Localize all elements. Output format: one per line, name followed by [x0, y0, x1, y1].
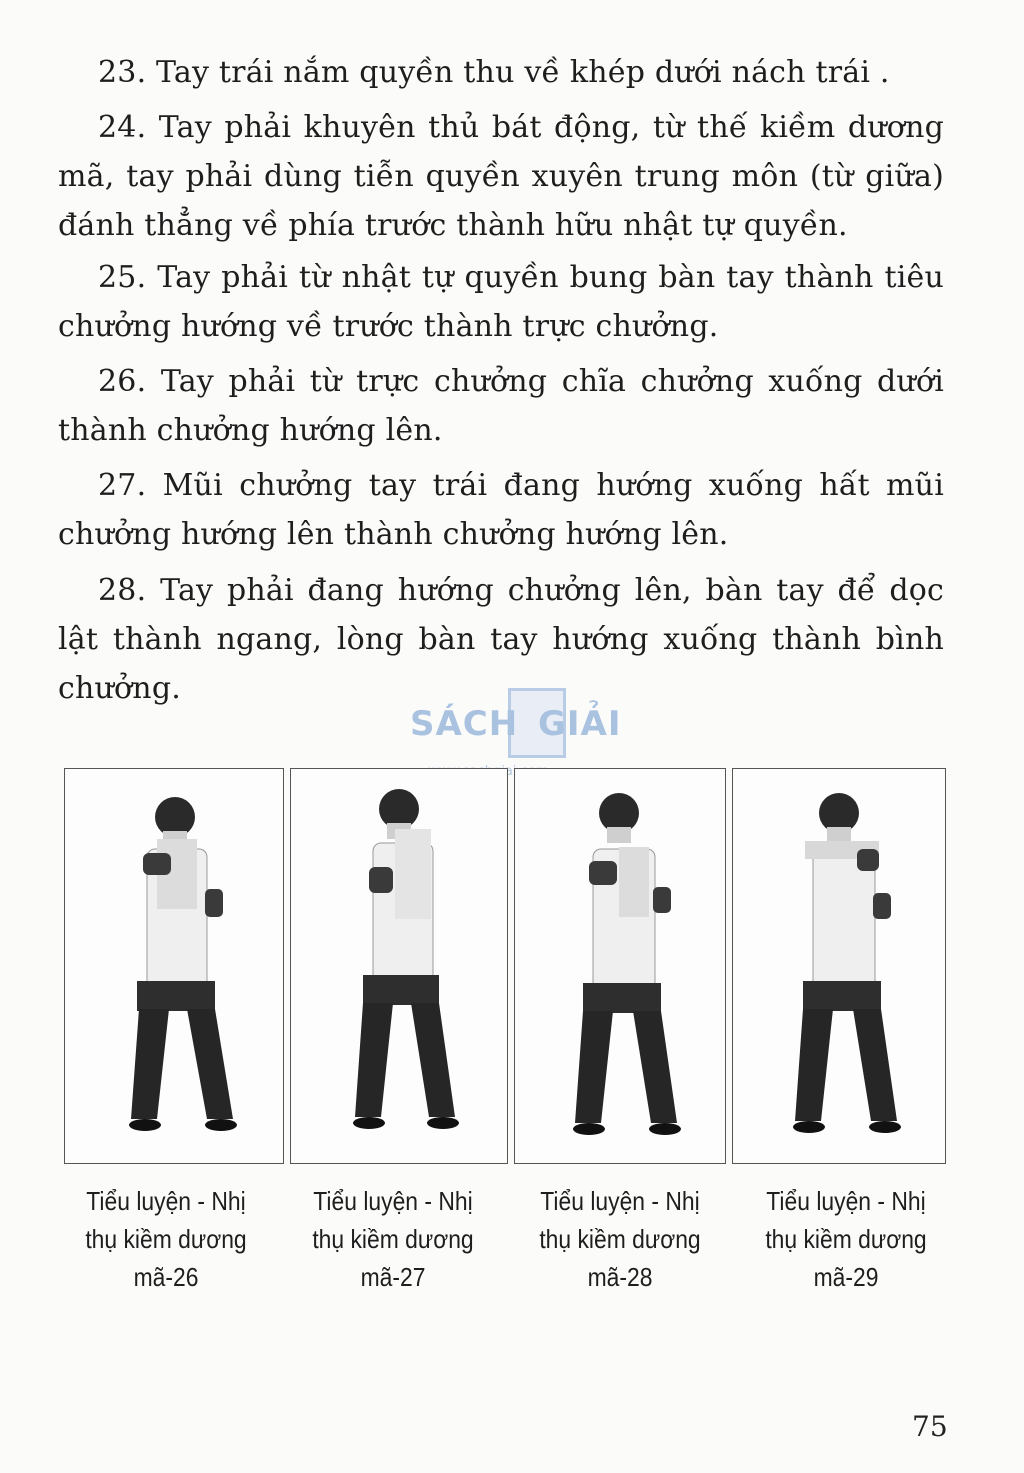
paragraph-25: 25. Tay phải từ nhật tự quyền bung bàn tay thành tiêu chưởng hướng về trước thành trực chưởng. — [58, 260, 944, 344]
paragraph-26: 26. Tay phải từ trực chưởng chĩa chưởng xuống dưới thành chưởng hướng lên. — [58, 364, 944, 448]
caption-line: mã-27 — [360, 1262, 426, 1292]
caption-line: thụ kiềm dương — [539, 1224, 701, 1254]
caption-line: thụ kiềm dương — [85, 1224, 247, 1254]
caption-line: thụ kiềm dương — [765, 1224, 927, 1254]
caption-line: Tiểu luyện - Nhị — [86, 1186, 246, 1216]
watermark-right-text: GIẢI — [538, 704, 622, 744]
caption-line: thụ kiềm dương — [312, 1224, 474, 1254]
martial-artist-pose-27 — [291, 769, 507, 1163]
caption-line: mã-29 — [813, 1262, 879, 1292]
photo-figure-29 — [732, 768, 946, 1164]
paragraph-23: 23. Tay trái nắm quyền thu về khép dưới nách trái . — [98, 55, 890, 90]
caption-figure-29 — [758, 1182, 934, 1296]
martial-artist-pose-26 — [65, 769, 283, 1163]
paragraph-24: 24. Tay phải khuyên thủ bát động, từ thế kiềm dương mã, tay phải dùng tiễn quyền xuyên trung môn (từ giữa) đánh thẳng về phía trước thành hữu nhật tự quyền. — [58, 110, 944, 243]
page-number: 75 — [912, 1410, 948, 1443]
caption-figure-28 — [532, 1182, 708, 1296]
watermark-left-text: SÁCH — [410, 704, 519, 744]
caption-line: Tiểu luyện - Nhị — [313, 1186, 473, 1216]
martial-artist-pose-29 — [733, 769, 945, 1163]
photo-figure-26 — [64, 768, 284, 1164]
caption-figure-27 — [305, 1182, 481, 1296]
caption-figure-26 — [78, 1182, 254, 1296]
martial-artist-pose-28 — [515, 769, 725, 1163]
photo-figure-27 — [290, 768, 508, 1164]
paragraph-27: 27. Mũi chưởng tay trái đang hướng xuống hất mũi chưởng hướng lên thành chưởng hướng lên. — [58, 468, 944, 552]
photo-figure-28 — [514, 768, 726, 1164]
caption-line: mã-28 — [587, 1262, 653, 1292]
caption-line: mã-26 — [133, 1262, 199, 1292]
caption-line: Tiểu luyện - Nhị — [540, 1186, 700, 1216]
photo-strip — [64, 768, 974, 1168]
paragraph-28: 28. Tay phải đang hướng chưởng lên, bàn tay để dọc lật thành ngang, lòng bàn tay hướng xuống thành bình chưởng. — [58, 573, 944, 706]
caption-line: Tiểu luyện - Nhị — [766, 1186, 926, 1216]
